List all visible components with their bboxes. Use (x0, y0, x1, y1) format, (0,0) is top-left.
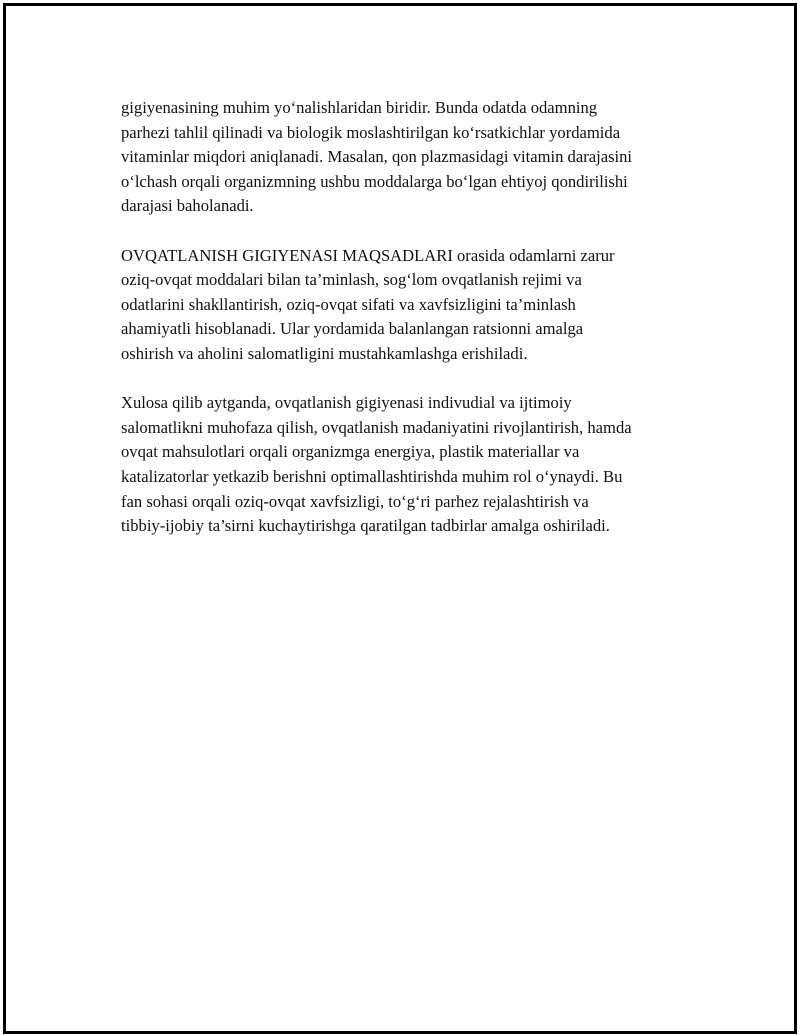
paragraph-conclusion: Xulosa qilib aytganda, ovqatlanish gigiyenasi indivudial va ijtimoiy salomatlikni muhofaza qilish, ovqatlanish madaniyatini rivojlantirish, hamda ovqat mahsulotlari orqali organizmga energiya, plastik materiallar va katalizatorlar yetkazib berishni optimallashtirishda muhim rol o‘ynaydi. Bu fan sohasi orqali oziq-ovqat xavfsizligi, to‘g‘ri parhez rejalashtirish va tibbiy-ijobiy ta’sirni kuchaytirishga qaratilgan tadbirlar amalga oshiriladi. (121, 393, 632, 536)
paragraph-goals: OVQATLANISH GIGIYENASI MAQSADLARI orasida odamlarni zarur oziq-ovqat moddalari bilan ta’minlash, sog‘lom ovqatlanish rejimi va odatlarini shakllantirish, oziq-ovqat sifati va xavfsizligini ta’minlash ahamiyatli hisoblanadi. Ular yordamida balanlangan ratsionni amalga oshirish va aholini salomatligini mustahkamlashga erishiladi. (121, 245, 615, 363)
paragraph-intro: gigiyenasining muhim yo‘nalishlaridan biridir. Bunda odatda odamning parhezi tahlil qilinadi va biologik moslashtirilgan ko‘rsatkichlar yordamida vitaminlar miqdori aniqlanadi. Masalan, qon plazmasidagi vitamin darajasini o‘lchash orqali organizmning ushbu moddalarga bo‘lgan ehtiyoj qondirilishi darajasi baholanadi. (121, 98, 633, 216)
page-frame (3, 3, 797, 1034)
document-body (121, 96, 701, 563)
